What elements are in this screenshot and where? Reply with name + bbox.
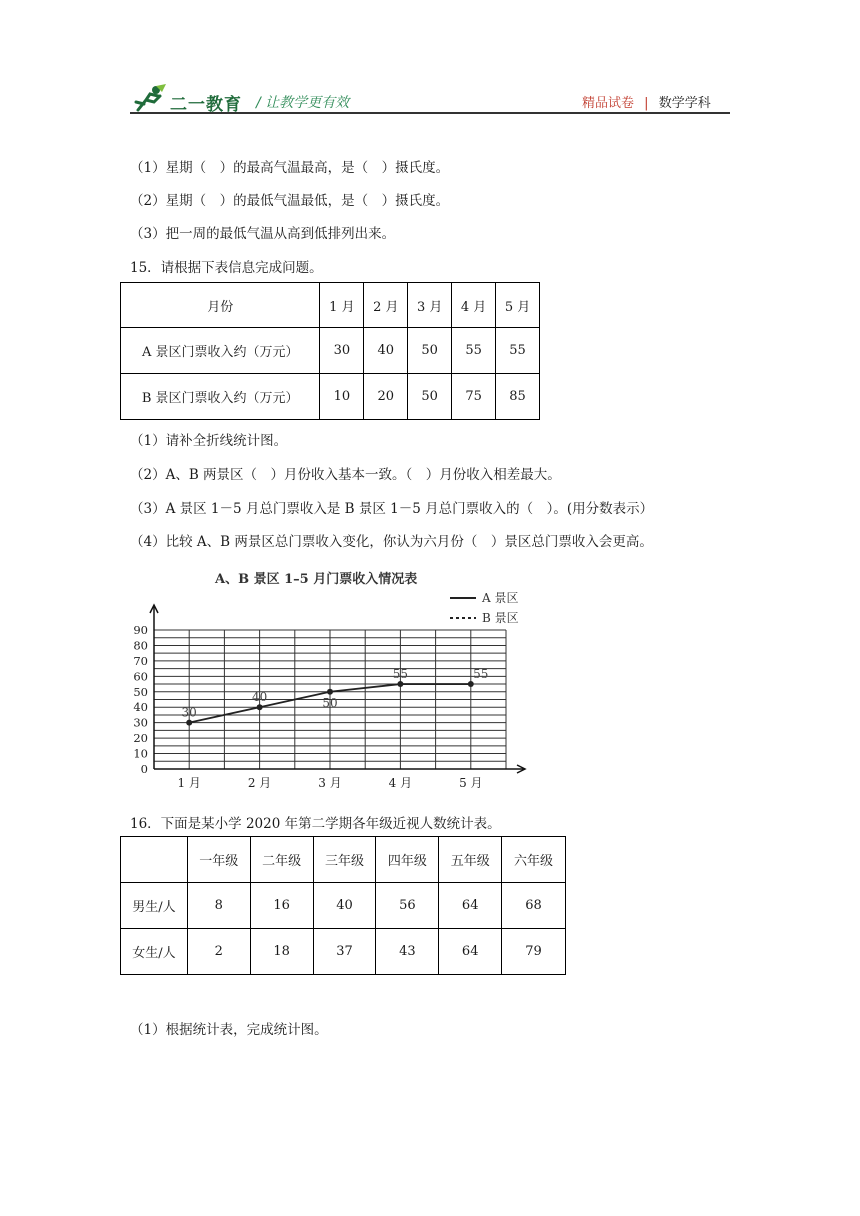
q15-sub-3: （3）A 景区 1－5 月总门票收入是 B 景区 1－5 月总门票收入的（ ）。(用分数表示） — [130, 501, 654, 517]
x-tick-label: 1 月 — [177, 776, 201, 790]
table-cell: 16 — [250, 883, 313, 929]
table-cell: 8 — [187, 883, 250, 929]
data-point — [186, 720, 192, 726]
table-cell: 20 — [364, 374, 408, 420]
q14-line-3: （3）把一周的最低气温从高到低排列出来。 — [130, 226, 396, 242]
table-row — [121, 374, 540, 420]
q15-sub-2: （2）A、B 两景区（ ）月份收入基本一致。（ ）月份收入相差最大。 — [130, 467, 561, 483]
header-right — [582, 92, 711, 111]
table-cell: 85 — [496, 374, 540, 420]
chart-title: A、B 景区 1–5 月门票收入情况表 — [215, 572, 418, 587]
data-label: 50 — [322, 695, 338, 710]
table-cell: 55 — [452, 328, 496, 374]
table-cell: 1 月 — [320, 283, 364, 328]
table-cell: 六年级 — [502, 837, 566, 883]
table-cell: 30 — [320, 328, 364, 374]
header-tag-exam: 精品试卷 — [582, 96, 635, 111]
table-cell: 10 — [320, 374, 364, 420]
x-tick-label: 2 月 — [247, 776, 272, 790]
brand-name: 二一教育 — [170, 95, 242, 115]
data-label: 40 — [251, 690, 268, 705]
table-header-row — [121, 283, 540, 328]
data-label: 30 — [181, 705, 197, 720]
table-cell: 40 — [364, 328, 408, 374]
x-tick-label: 4 月 — [388, 776, 413, 790]
table-cell: 女生/人 — [121, 929, 188, 975]
data-point — [257, 704, 263, 710]
table-header-row — [121, 837, 566, 883]
table-cell: 37 — [313, 929, 376, 975]
table-cell: 50 — [408, 328, 452, 374]
q16-sub-1: （1）根据统计表，完成统计图。 — [130, 1022, 328, 1038]
data-point — [397, 681, 403, 687]
table-cell: 68 — [502, 883, 566, 929]
legend-label: A 景区 — [482, 591, 519, 605]
table-cell: 三年级 — [313, 837, 376, 883]
y-tick-label: 10 — [133, 746, 148, 761]
line-chart — [120, 586, 540, 796]
table-cell: 男生/人 — [121, 883, 188, 929]
data-point — [468, 681, 474, 687]
table-cell — [121, 837, 188, 883]
table-row — [121, 883, 566, 929]
table-row — [121, 328, 540, 374]
header-divider — [130, 112, 730, 114]
table-cell: 64 — [439, 883, 502, 929]
q14-line-2: （2）星期（ ）的最低气温最低，是（ ）摄氏度。 — [130, 193, 450, 209]
header-logo — [130, 84, 380, 114]
runner-logo-icon — [130, 84, 170, 114]
table-cell: 2 — [187, 929, 250, 975]
q16-title: 16．下面是某小学 2020 年第二学期各年级近视人数统计表。 — [130, 816, 501, 832]
x-tick-label: 5 月 — [459, 776, 483, 790]
q15-table — [120, 282, 540, 420]
q15-sub-4: （4）比较 A、B 两景区总门票收入变化，你认为六月份（ ）景区总门票收入会更高。 — [130, 534, 653, 550]
table-cell: 一年级 — [187, 837, 250, 883]
table-cell: 月份 — [121, 283, 320, 328]
y-tick-label: 60 — [133, 669, 148, 684]
table-cell: 3 月 — [408, 283, 452, 328]
q15-sub-1: （1）请补全折线统计图。 — [130, 433, 288, 449]
table-row — [121, 929, 566, 975]
table-cell: B 景区门票收入约（万元） — [121, 374, 320, 420]
q14-line-1: （1）星期（ ）的最高气温最高，是（ ）摄氏度。 — [130, 160, 450, 176]
y-tick-label: 50 — [133, 684, 148, 699]
table-cell: 64 — [439, 929, 502, 975]
table-cell: 4 月 — [452, 283, 496, 328]
table-cell: 二年级 — [250, 837, 313, 883]
table-cell: 56 — [376, 883, 439, 929]
table-cell: 79 — [502, 929, 566, 975]
table-cell: 2 月 — [364, 283, 408, 328]
table-cell: 40 — [313, 883, 376, 929]
data-label: 55 — [392, 667, 409, 682]
table-cell: 75 — [452, 374, 496, 420]
table-cell: 四年级 — [376, 837, 439, 883]
y-tick-label: 30 — [133, 715, 148, 730]
header-separator: | — [644, 96, 649, 111]
y-tick-label: 40 — [133, 700, 148, 715]
legend-label: B 景区 — [482, 611, 519, 625]
table-cell: 五年级 — [439, 837, 502, 883]
data-label: 55 — [473, 667, 489, 682]
table-cell: 43 — [376, 929, 439, 975]
table-cell: 18 — [250, 929, 313, 975]
q15-title: 15．请根据下表信息完成问题。 — [130, 260, 323, 276]
y-tick-label: 80 — [133, 638, 148, 653]
y-tick-label: 20 — [133, 731, 148, 746]
data-point — [327, 689, 333, 695]
brand-slogan: / 让教学更有效 — [256, 95, 350, 111]
x-tick-label: 3 月 — [318, 776, 342, 790]
table-cell: A 景区门票收入约（万元） — [121, 328, 320, 374]
q16-table — [120, 836, 566, 975]
header-tag-subject: 数学学科 — [658, 96, 711, 111]
table-cell: 5 月 — [496, 283, 540, 328]
y-tick-label: 90 — [133, 623, 148, 637]
y-tick-label: 70 — [133, 653, 148, 668]
y-tick-label: 0 — [140, 762, 148, 776]
table-cell: 50 — [408, 374, 452, 420]
table-cell: 55 — [496, 328, 540, 374]
